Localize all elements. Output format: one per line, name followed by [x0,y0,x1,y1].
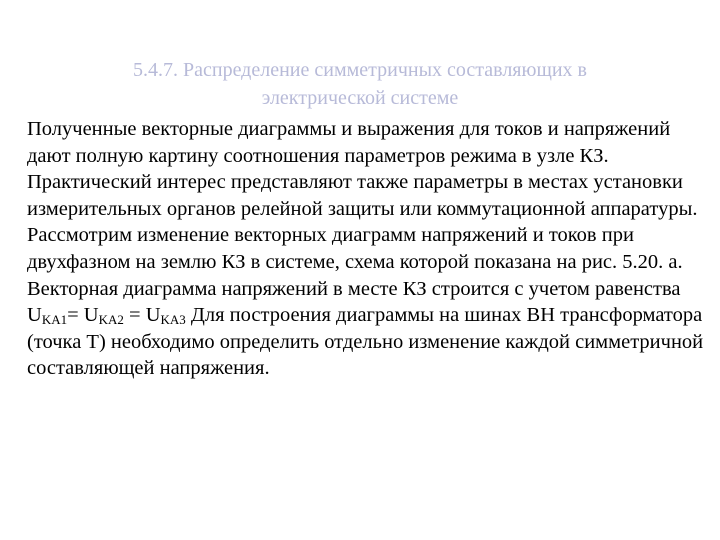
slide-title [60,56,660,112]
title-line-1: 5.4.7. Распределение симметричных составляющих в [132,59,587,81]
subscript-ka1: KA1 [41,312,68,328]
voltage-symbol-2: U [83,304,99,327]
paragraph-2-end: Для построения диаграммы на шинах ВН трансформатора (точка Т) необходимо определить отдельно изменение каждой симметричной составляющей напряжения. [27,304,704,380]
slide-body [27,116,707,382]
subscript-ka3: KA3 [160,312,186,328]
paragraph-2-start: Векторная диаграмма напряжений в месте КЗ строится с учетом равенства [27,277,681,300]
paragraph-2 [27,276,707,382]
title-line-2: электрической системе [261,87,459,109]
equals-1: = [67,304,84,327]
subscript-ka2: KA2 [98,312,124,328]
voltage-symbol-1: U [27,304,42,327]
equals-2: = [123,304,146,327]
paragraph-1: Полученные векторные диаграммы и выражения для токов и напряжений дают полную картину соотношения параметров режима в узле КЗ. Практический интерес представляют также параметры в местах установки измерительных органов релейной защиты или коммутационной аппаратуры. Рассмотрим изменение векторных диаграмм напряжений и токов при двухфазном на землю КЗ в системе, схема которой показана на рис. 5.20. а. [27,118,698,273]
voltage-symbol-3: U [145,304,161,327]
